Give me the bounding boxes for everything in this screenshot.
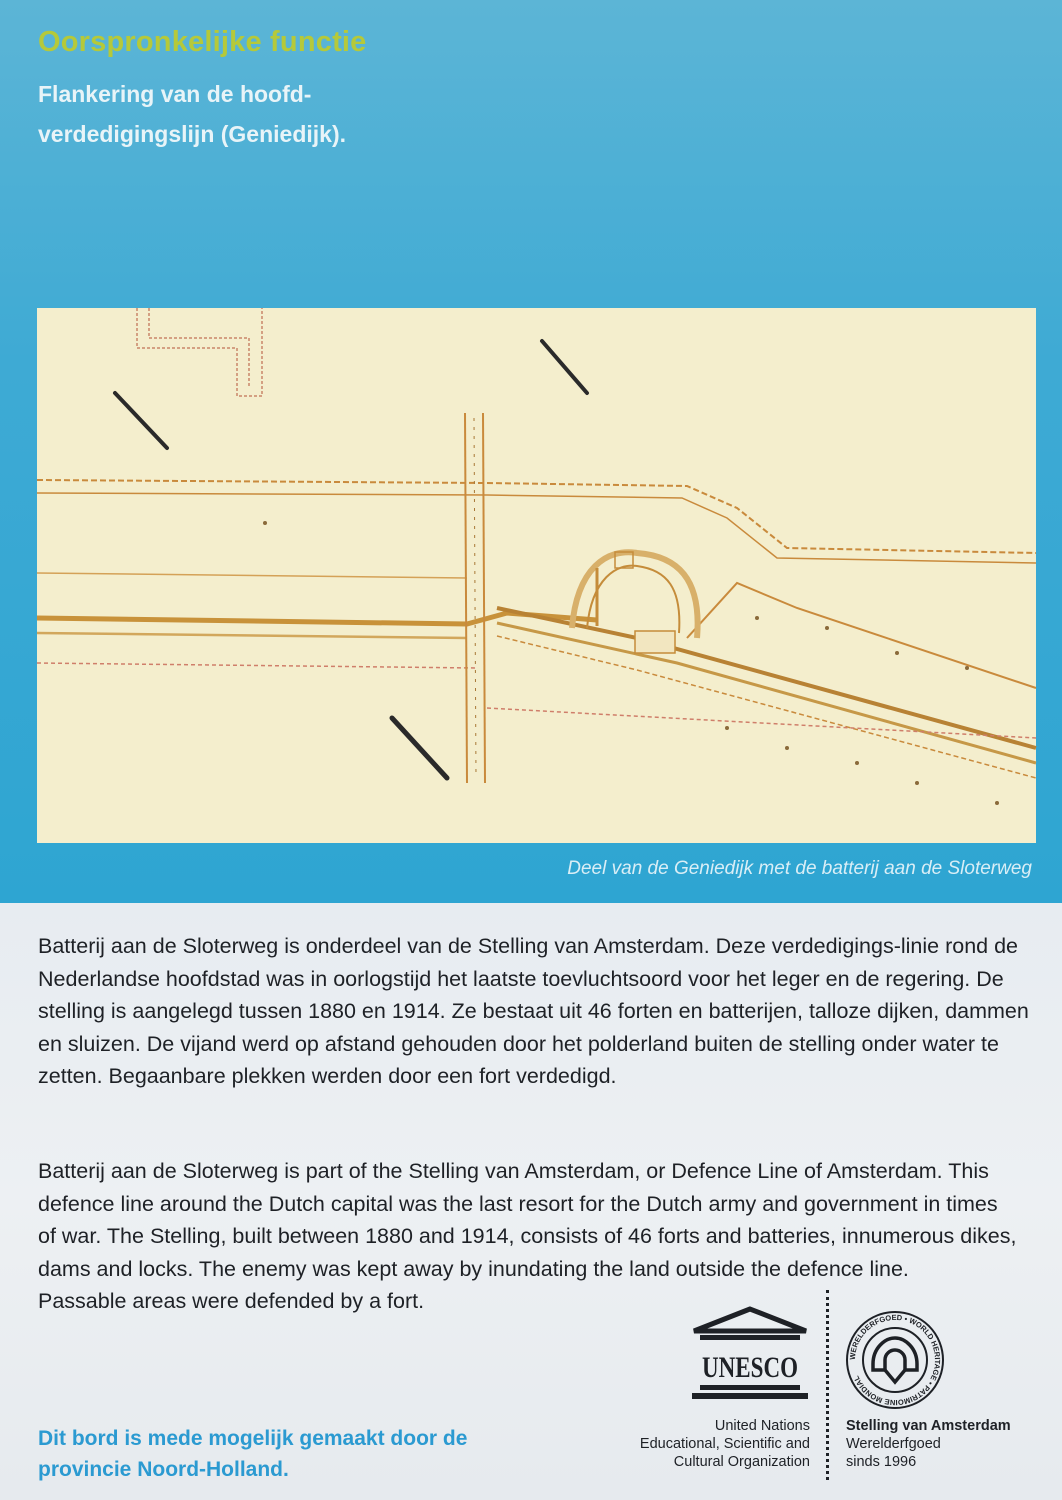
unesco-temple-icon [690,1305,810,1405]
credit-text: Dit bord is mede mogelijk gemaakt door de provincie Noord-Holland. [38,1427,468,1481]
unesco-line-3: Cultural Organization [673,1454,810,1470]
unesco-line-2: Educational, Scientific and [639,1436,810,1452]
world-heritage-emblem-icon [845,1310,945,1410]
wh-logo-text: WERELDERFGOED • WORLD HERITAGE • PATRIMOINE MONDIAL [847,1312,943,1408]
wh-line-3: sinds 1996 [846,1454,917,1470]
historical-map [37,308,1036,843]
unesco-logo-text: UNESCO [702,1351,798,1384]
world-heritage-logo [845,1310,945,1410]
map-caption: Deel van de Geniedijk met de batterij aan de Sloterweg [567,858,1032,879]
unesco-caption [600,1417,810,1471]
unesco-logo [690,1305,810,1405]
world-heritage-caption [846,1417,1046,1471]
sign-subtitle: Flankering van de hoofd-verdedigingslijn (Geniedijk). [38,81,346,147]
paragraph-dutch: Batterij aan de Sloterweg is onderdeel van de Stelling van Amsterdam. Deze verdedigings-linie rond de Nederlandse hoofdstad was in oorlogstijd het laatste toevluchtsoord voor het leger en de regering. De stelling is aangelegd tussen 1880 en 1914. Ze bestaat uit 46 forten en batterijen, talloze dijken, dammen en sluizen. De vijand werd op afstand gehouden door het polderland buiten de stelling onder water te zetten. Begaanbare plekken werden door een fort verdedigd. [38,934,1029,1088]
map-drawing [37,308,1036,843]
paragraph-english [38,1155,1018,1318]
wh-name: Stelling van Amsterdam [846,1418,1011,1434]
wh-line-2: Werelderfgoed [846,1436,941,1452]
logo-divider [826,1290,829,1480]
paragraph-english-main: Batterij aan de Sloterweg is part of the Stelling van Amsterdam, or Defence Line of Amsterdam. This defence line around the Dutch capital was the last resort for the Dutch army and government in times of war. The Stelling, built between 1880 and 1914, consists of 46 forts and batteries, innumerous dikes, dams and locks. The enemy was kept away by inundating the land outside the defence line. [38,1159,1017,1281]
sign-title: Oorspronkelijke functie [38,26,367,58]
paragraph-english-last: Passable areas were defended by a fort. [38,1289,425,1313]
unesco-line-1: United Nations [714,1418,810,1434]
